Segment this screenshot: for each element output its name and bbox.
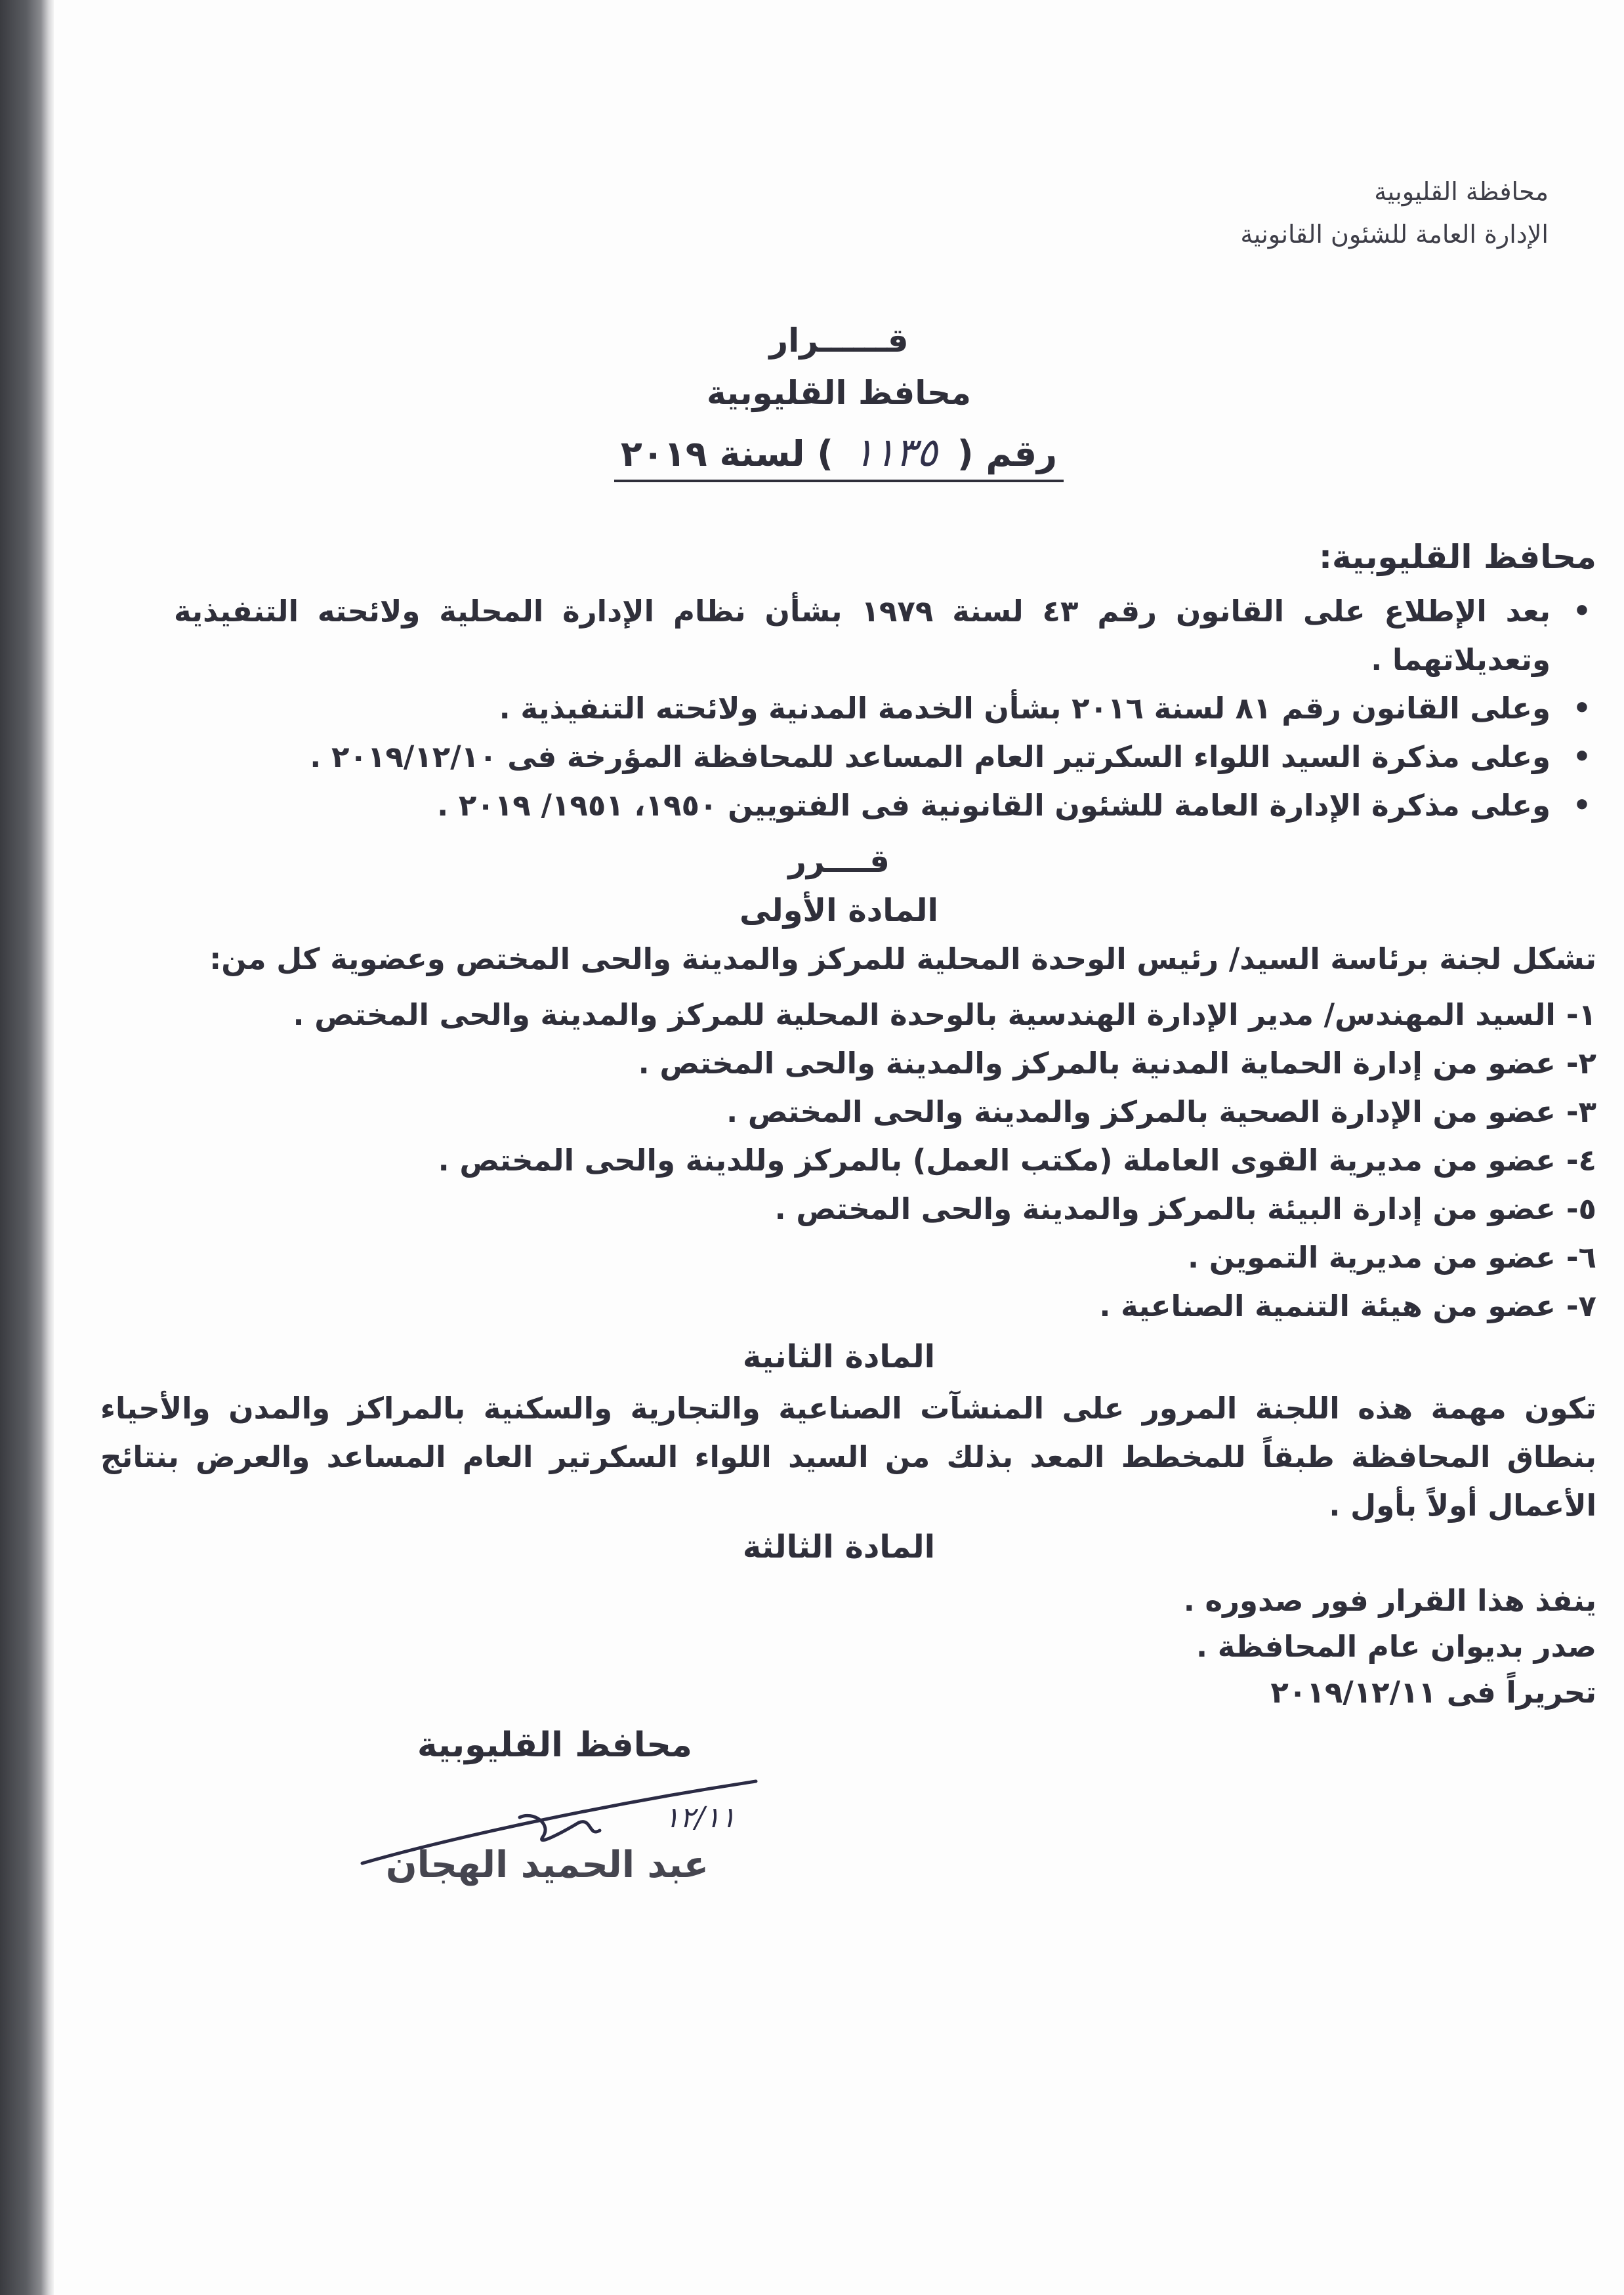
article-1-heading: المادة الأولى [739, 892, 938, 929]
item-text: عضو من الإدارة الصحية بالمركز والمدينة والحى المختص . [726, 1094, 1556, 1129]
list-item [100, 1233, 1596, 1282]
number-prefix: رقم ( [957, 433, 1058, 474]
closing-line: ينفذ هذا القرار فور صدوره . [1183, 1583, 1596, 1618]
signatory-title: محافظ القليوبية [417, 1726, 692, 1765]
preamble-list [174, 587, 1591, 830]
list-item [100, 1282, 1596, 1331]
decision-word: قــــرر [788, 843, 890, 880]
preamble-heading: محافظ القليوبية: [1318, 538, 1596, 576]
header-department: الإدارة العامة للشئون القانونية [1240, 220, 1549, 249]
item-text: السيد المهندس/ مدير الإدارة الهندسية بالوحدة المحلية للمركز والمدينة والحى المختص . [293, 997, 1556, 1032]
preamble-item: • وعلى مذكرة السيد اللواء السكرتير العام المساعد للمحافظة المؤرخة فى ٢٠١٩/١٢/١٠ . [174, 733, 1591, 781]
list-item [100, 991, 1596, 1039]
preamble-item: • بعد الإطلاع على القانون رقم ٤٣ لسنة ١٩٧٩ بشأن نظام الإدارة المحلية ولائحته التنفيذية وتعديلاتهما . [174, 587, 1591, 684]
committee-members [100, 991, 1596, 1331]
number-handwritten: ١١٣٥ [852, 430, 938, 476]
item-number: ٣- [1566, 1094, 1596, 1129]
item-number: ٦- [1566, 1240, 1596, 1275]
signatory-name: عبد الحميد الهجان [385, 1844, 709, 1886]
article-3-lines [100, 1578, 1596, 1716]
closing-line: تحريراً فى ٢٠١٩/١٢/١١ [1270, 1675, 1596, 1710]
article-1-intro: تشكل لجنة برئاسة السيد/ رئيس الوحدة المحلية للمركز والمدينة والحى المختص وعضوية كل من: [209, 941, 1596, 976]
item-number: ٥- [1566, 1191, 1596, 1226]
item-text: عضو من مديرية القوى العاملة (مكتب العمل) بالمركز وللدينة والحى المختص . [438, 1143, 1556, 1178]
article-2-text: تكون مهمة هذه اللجنة المرور على المنشآت الصناعية والتجارية والسكنية بالمراكز والمدن والأحياء بنطاق المحافظة طبقاً للمخطط المعد بذلك من السيد اللواء السكرتير العام المساعد والعرض بنتائج الأعمال أولاً بأول . [100, 1391, 1596, 1523]
item-number: ١- [1566, 997, 1596, 1032]
article-3-heading: المادة الثالثة [742, 1529, 936, 1565]
signature-date: ١٢/١١ [664, 1801, 736, 1834]
closing-line: صدر بديوان عام المحافظة . [1196, 1629, 1596, 1664]
header-governorate: محافظة القليوبية [1374, 177, 1549, 206]
preamble-item: • وعلى القانون رقم ٨١ لسنة ٢٠١٦ بشأن الخدمة المدنية ولائحته التنفيذية . [174, 684, 1591, 733]
preamble-item: • وعلى مذكرة الإدارة العامة للشئون القانونية فى الفتويين ١٩٥٠، ١٩٥١/ ٢٠١٩ . [174, 781, 1591, 830]
article-2-heading: المادة الثانية [742, 1338, 936, 1375]
item-text: عضو من إدارة البيئة بالمركز والمدينة والحى المختص . [774, 1191, 1556, 1226]
list-item [100, 1136, 1596, 1185]
document-page [54, 0, 1624, 2295]
item-number: ٢- [1566, 1046, 1596, 1081]
item-number: ٤- [1566, 1143, 1596, 1178]
decision-title: قــــــرار [769, 321, 909, 360]
item-number: ٧- [1566, 1289, 1596, 1323]
scan-edge [0, 0, 54, 2295]
list-item [100, 1185, 1596, 1233]
item-text: عضو من مديرية التموين . [1188, 1240, 1556, 1275]
item-text: عضو من هيئة التنمية الصناعية . [1099, 1289, 1556, 1323]
decision-number [54, 430, 1624, 482]
number-suffix: ) لسنة ٢٠١٩ [620, 433, 833, 474]
decision-issuer: محافظ القليوبية [706, 374, 972, 412]
item-text: عضو من إدارة الحماية المدنية بالمركز والمدينة والحى المختص . [638, 1046, 1556, 1081]
list-item [100, 1039, 1596, 1088]
list-item [100, 1088, 1596, 1136]
